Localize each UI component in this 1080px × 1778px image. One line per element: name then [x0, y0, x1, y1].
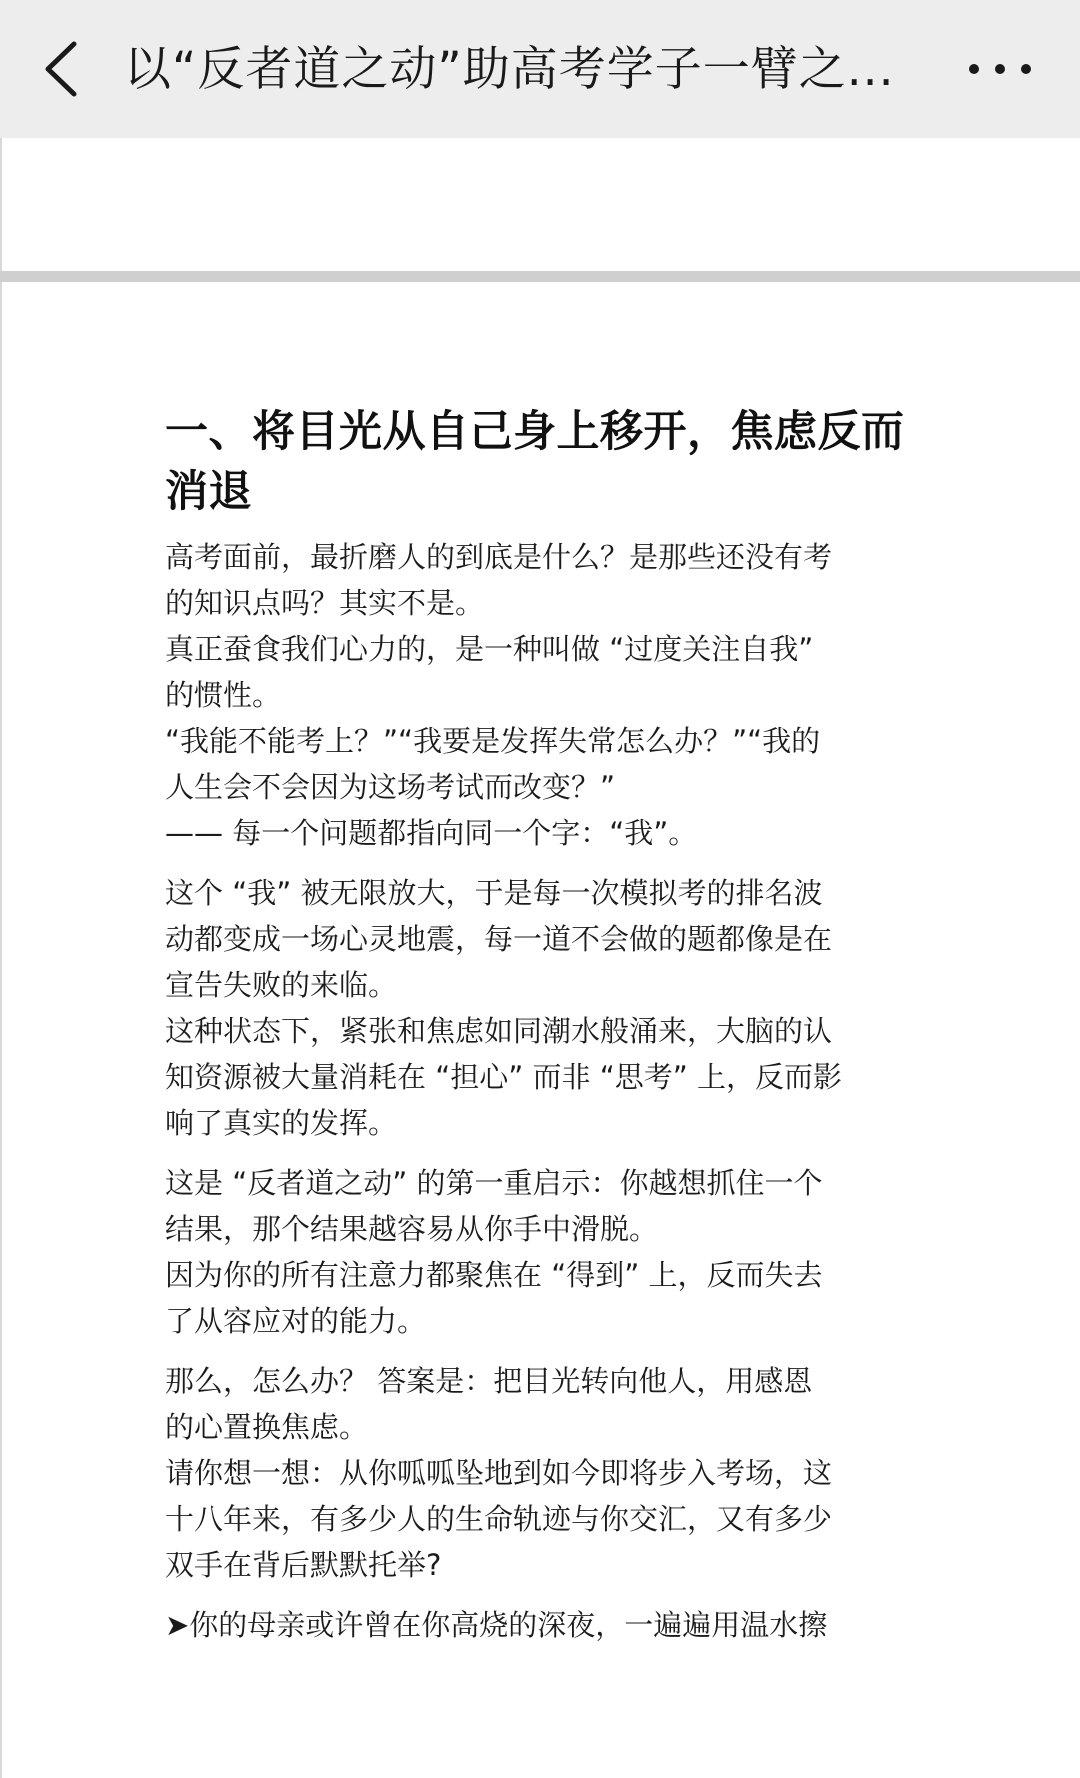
page-title: 以“反者道之动”助高考学子一臂之...: [124, 42, 895, 97]
heading-line: 一、将目光从自己身上移开，焦虑反而: [165, 407, 905, 457]
heading-line: 消退: [165, 467, 252, 517]
text-line: “我能不能考上？”“我要是发挥失常怎么办？”“我的: [165, 724, 821, 758]
text-line: 因为你的所有注意力都聚焦在 “得到” 上，反而失去: [165, 1258, 823, 1292]
text-line: 请你想一想：从你呱呱坠地到如今即将步入考场，这: [165, 1456, 833, 1490]
paragraph-group: [165, 1602, 927, 1648]
article-content: [0, 282, 1080, 1778]
text-line: 的心置换焦虑。: [165, 1410, 369, 1444]
text-line: 宣告失败的来临。: [165, 968, 398, 1002]
text-line: 这个 “我” 被无限放大，于是每一次模拟考的排名波: [165, 876, 823, 910]
more-options-button[interactable]: [962, 46, 1042, 92]
text-line: 这是 “反者道之动” 的第一重启示：你越想抓住一个: [165, 1166, 823, 1200]
blank-banner-area: [0, 138, 1080, 271]
text-line: 了从容应对的能力。: [165, 1304, 427, 1338]
paragraph-group: [165, 534, 927, 856]
chevron-left-icon: [36, 36, 88, 102]
text-line: 十八年来，有多少人的生命轨迹与你交汇，又有多少: [165, 1502, 833, 1536]
text-line: 的惯性。: [165, 678, 282, 712]
text-line: 双手在背后默默托举?: [165, 1548, 442, 1582]
text-line: 那么，怎么办？ 答案是：把目光转向他人，用感恩: [165, 1364, 813, 1398]
text-line: 动都变成一场心灵地震，每一道不会做的题都像是在: [165, 922, 833, 956]
section-divider: [0, 271, 1080, 282]
text-line: 知资源被大量消耗在 “担心” 而非 “思考” 上，反而影: [165, 1060, 842, 1094]
paragraph-group: [165, 870, 927, 1146]
text-line: 响了真实的发挥。: [165, 1106, 398, 1140]
paragraph-group: [165, 1358, 927, 1588]
article-body: [165, 402, 927, 1648]
back-button[interactable]: [36, 36, 88, 102]
text-line: ➤你的母亲或许曾在你高烧的深夜，一遍遍用温水擦: [165, 1608, 828, 1642]
text-line: 真正蚕食我们心力的，是一种叫做 “过度关注自我”: [165, 632, 814, 666]
text-line: 结果，那个结果越容易从你手中滑脱。: [165, 1212, 659, 1246]
text-line: 的知识点吗？其实不是。: [165, 586, 485, 620]
paragraph-group: [165, 1160, 927, 1344]
more-dots-icon: [962, 46, 1042, 92]
top-navigation-bar: [0, 0, 1080, 138]
text-line: 人生会不会因为这场考试而改变？”: [165, 770, 616, 804]
text-line: —— 每一个问题都指向同一个字：“我”。: [165, 816, 698, 850]
text-line: 这种状态下，紧张和焦虑如同潮水般涌来，大脑的认: [165, 1014, 833, 1048]
text-line: 高考面前，最折磨人的到底是什么？是那些还没有考: [165, 540, 833, 574]
section-heading: [165, 402, 927, 522]
